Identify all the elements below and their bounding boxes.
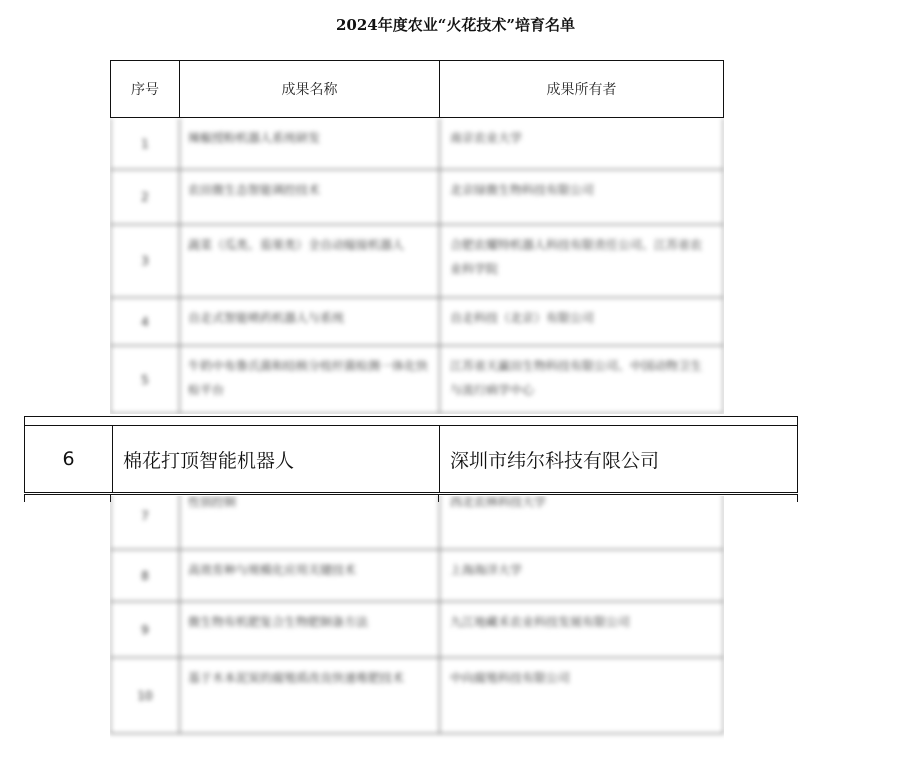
table-row <box>110 346 724 414</box>
row-owner: 合肥农耀特机器人科技有限责任公司、江苏省农业科学院 <box>450 238 703 276</box>
row-no: 3 <box>111 225 180 297</box>
row-owner: 中向腐殖科技有限公司 <box>450 671 571 685</box>
highlighted-row <box>24 425 798 493</box>
row-achievement: 高效育种与规模化应用关键技术 <box>180 550 440 601</box>
table-row <box>110 118 724 170</box>
row-achievement: 基于木本泥炭的腐殖质改良快速堆肥技术 <box>180 658 440 733</box>
table-row <box>110 602 724 658</box>
row-no: 1 <box>111 118 180 169</box>
row-achievement: 自走式智能喷药机器人与系统 <box>180 298 440 345</box>
blurred-rows-bottom <box>110 496 724 744</box>
highlight-tick <box>797 416 798 425</box>
highlight-no: 6 <box>25 426 113 492</box>
blurred-rows-top <box>110 118 724 414</box>
table-row <box>110 170 724 225</box>
table-header <box>110 60 724 118</box>
row-owner: 自走科技（北京）有限公司 <box>450 311 595 325</box>
row-owner: 九江地藏禾农业科技发展有限公司 <box>450 615 631 629</box>
row-no: 10 <box>111 658 180 733</box>
highlight-tick <box>24 416 25 425</box>
row-owner: 北京绿微生物科技有限公司 <box>450 183 595 197</box>
header-col-no: 序号 <box>111 61 180 117</box>
row-owner: 西北农林科技大学 <box>450 496 547 509</box>
table-row <box>110 658 724 734</box>
row-no: 5 <box>111 346 180 413</box>
row-owner: 上海海洋大学 <box>450 563 523 577</box>
row-no: 7 <box>111 496 180 549</box>
row-achievement: 农田微生态智能调控技术 <box>180 170 440 224</box>
table-row <box>110 298 724 346</box>
document-title: 2024年度农业“火花技术”培育名单 <box>335 16 575 34</box>
row-no: 2 <box>111 170 180 224</box>
highlight-top-line <box>24 416 798 417</box>
row-owner: 南京农业大学 <box>450 131 523 145</box>
row-achievement: 牛奶中布鲁氏菌和结核分枝杆菌检测一体化快检平台 <box>180 346 440 413</box>
row-achievement: 辣椒授粉机器人系统研发 <box>180 118 440 169</box>
highlight-bottom-line <box>24 494 798 495</box>
header-col-achievement: 成果名称 <box>180 61 440 117</box>
row-achievement: 蔬菜（瓜类、茄果类）全自动嫁接机器人 <box>180 225 440 297</box>
row-no: 9 <box>111 602 180 657</box>
highlight-owner: 深圳市纬尔科技有限公司 <box>450 449 660 472</box>
row-owner: 江苏省天赢田生物科技有限公司、中国动物卫生与流行病学中心 <box>450 359 703 397</box>
table-row <box>110 496 724 550</box>
row-no: 4 <box>111 298 180 345</box>
highlight-achievement: 棉花打顶智能机器人 <box>113 426 440 492</box>
highlight-tick <box>797 494 798 502</box>
table-row <box>110 550 724 602</box>
highlight-tick <box>24 494 25 502</box>
header-col-owner: 成果所有者 <box>546 82 617 98</box>
row-no: 8 <box>111 550 180 601</box>
row-achievement: 性别控制 <box>180 496 440 549</box>
table-row <box>110 225 724 298</box>
row-achievement: 微生物有机肥复合生物肥制备方法 <box>180 602 440 657</box>
